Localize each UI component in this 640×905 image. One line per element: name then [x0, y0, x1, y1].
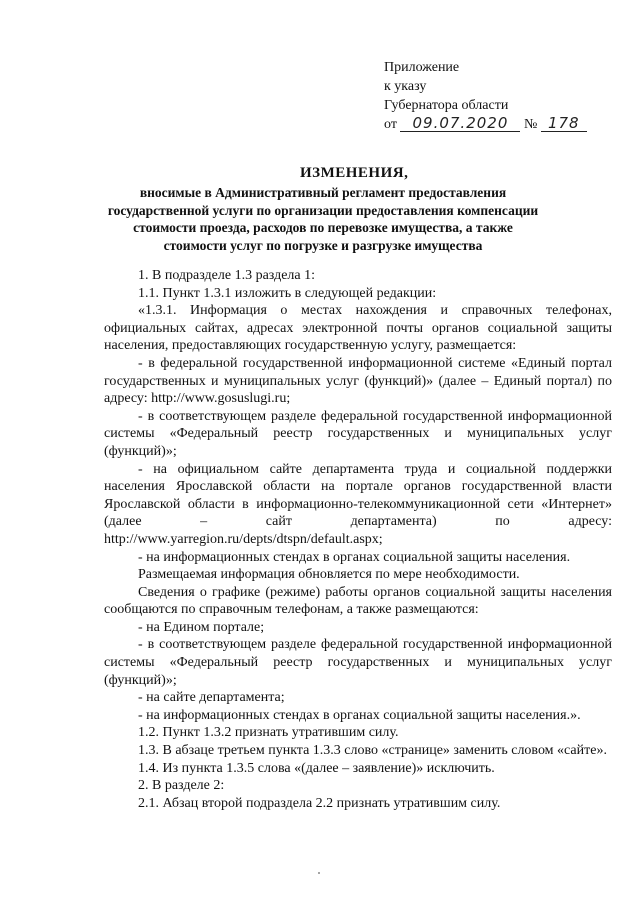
paragraph: 1.1. Пункт 1.3.1 изложить в следующей редакции: — [138, 285, 437, 301]
paragraph: 1.4. Из пункта 1.3.5 слова «(далее – заявление)» исключить. — [138, 760, 495, 776]
paragraph: - в соответствующем разделе федеральной государственной информационной системы «Федеральный реестр государственных и муниципальных услуг (функций)»; — [104, 637, 612, 688]
paragraph: «1.3.1. Информация о местах нахождения и справочных телефонах, официальных сайтах, адресах электронной почты органов социальной защиты населения, предоставляющих государственную услугу, размещается: — [104, 303, 612, 354]
paragraph: - на сайте департамента; — [138, 690, 285, 706]
appendix-number-sign: № — [523, 117, 538, 132]
paragraph: - на Едином портале; — [138, 619, 265, 635]
appendix-number: 178 — [541, 115, 587, 132]
appendix-date: 09.07.2020 — [400, 115, 520, 132]
appendix-decree: к указу — [384, 79, 427, 94]
scan-speck — [318, 872, 320, 874]
appendix-block — [384, 58, 614, 134]
appendix-prefix: от — [384, 117, 397, 132]
paragraph: - в соответствующем разделе федеральной государственной информационной системы «Федеральный реестр государственных и муниципальных услуг (функций)»; — [104, 408, 612, 459]
paragraph: - в федеральной государственной информационной системе «Единый портал государственных и муниципальных услуг (функций)» (далее – Единый портал) по адресу: http://www.gosuslugi.ru; — [104, 355, 612, 407]
paragraph: - на информационных стендах в органах социальной защиты населения.». — [138, 707, 581, 723]
paragraph: 1. В подразделе 1.3 раздела 1: — [138, 268, 315, 283]
paragraph: - на информационных стендах в органах социальной защиты населения. — [138, 549, 571, 565]
paragraph: 2.1. Абзац второй подраздела 2.2 признать утратившим силу. — [138, 795, 501, 811]
document-subtitle: вносимые в Административный регламент предоставления государственной услуги по организации предоставления компенсации стоимости проезда, расходов по перевозке имущества, а также стоимости услуг по погрузке и разгрузке имущества — [107, 185, 539, 253]
appendix-label: Приложение — [384, 60, 460, 75]
paragraph: 1.3. В абзаце третьем пункта 1.3.3 слово «странице» заменить словом «сайте». — [138, 743, 607, 759]
appendix-date-line — [384, 115, 614, 134]
appendix-governor: Губернатора области — [384, 98, 509, 113]
paragraph: 2. В разделе 2: — [138, 778, 225, 794]
paragraph: 1.2. Пункт 1.3.2 признать утратившим силу. — [138, 725, 399, 741]
paragraph: Размещаемая информация обновляется по мере необходимости. — [138, 567, 520, 583]
paragraph: - на официальном сайте департамента труда и социальной поддержки населения Ярославской области на портале органов государственной власти Ярославской области в информационно-телекоммуникационной сети «Интернет» (далее – сайт департамента) по адресу: http://www.yarregion.ru/depts/dtspn/default.aspx; — [104, 461, 612, 547]
document-title: ИЗМЕНЕНИЯ, — [300, 165, 409, 181]
paragraph: Сведения о графике (режиме) работы органов социальной защиты населения сообщаются по справочным телефонам, а также размещаются: — [104, 584, 612, 618]
document-body — [104, 267, 612, 812]
